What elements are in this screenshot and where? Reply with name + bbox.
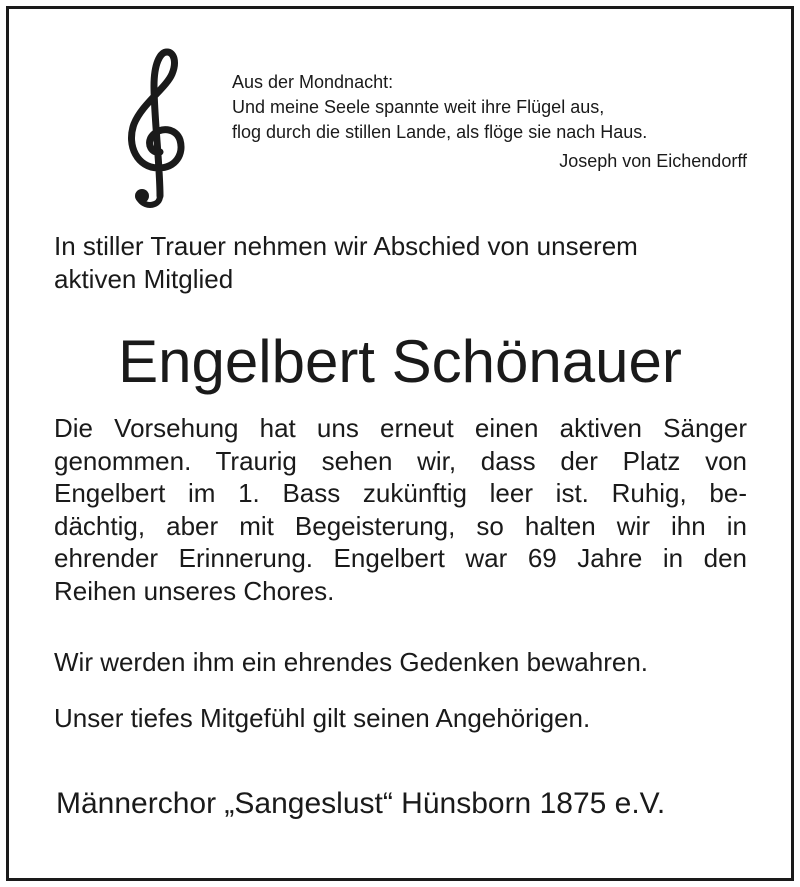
intro-line: aktiven Mitglied [54,264,234,294]
poem-line: flog durch die stillen Lande, als flöge sie nach Haus. [232,122,648,142]
treble-clef-icon [120,46,192,208]
tribute-line: Reihen unseres Chores. [54,575,335,606]
remembrance-text: Wir werden ihm ein ehrendes Gedenken bewahren. [54,647,649,677]
choir-signature: Männerchor „Sangeslust“ Hünsborn 1875 e.V. [56,787,666,820]
poem-line: Und meine Seele spannte weit ihre Flügel aus, [232,97,605,117]
tribute-line: Die Vorsehung hat uns erneut einen aktiven Sänger [54,413,747,443]
poem-line: Aus der Mondnacht: [232,72,394,92]
tribute-line: dächtig, aber mit Begeisterung, so halten wir ihn in [54,510,747,541]
poem-quote [232,70,747,174]
condolence-text: Unser tiefes Mitgefühl gilt seinen Angehörigen. [54,703,591,733]
intro-text [54,230,754,296]
deceased-name: Engelbert Schönauer [118,328,682,395]
tribute-line: genommen. Traurig sehen wir, dass der Platz von [54,445,747,476]
tribute-line: Engelbert im 1. Bass zukünftig leer ist. Ruhig, be- [54,478,747,508]
intro-line: In stiller Trauer nehmen wir Abschied von unserem [54,231,638,261]
tribute-line: ehrender Erinnerung. Engelbert war 69 Jahre in den [54,543,747,573]
tribute-paragraph [54,412,747,607]
poem-author: Joseph von Eichendorff [559,151,747,171]
